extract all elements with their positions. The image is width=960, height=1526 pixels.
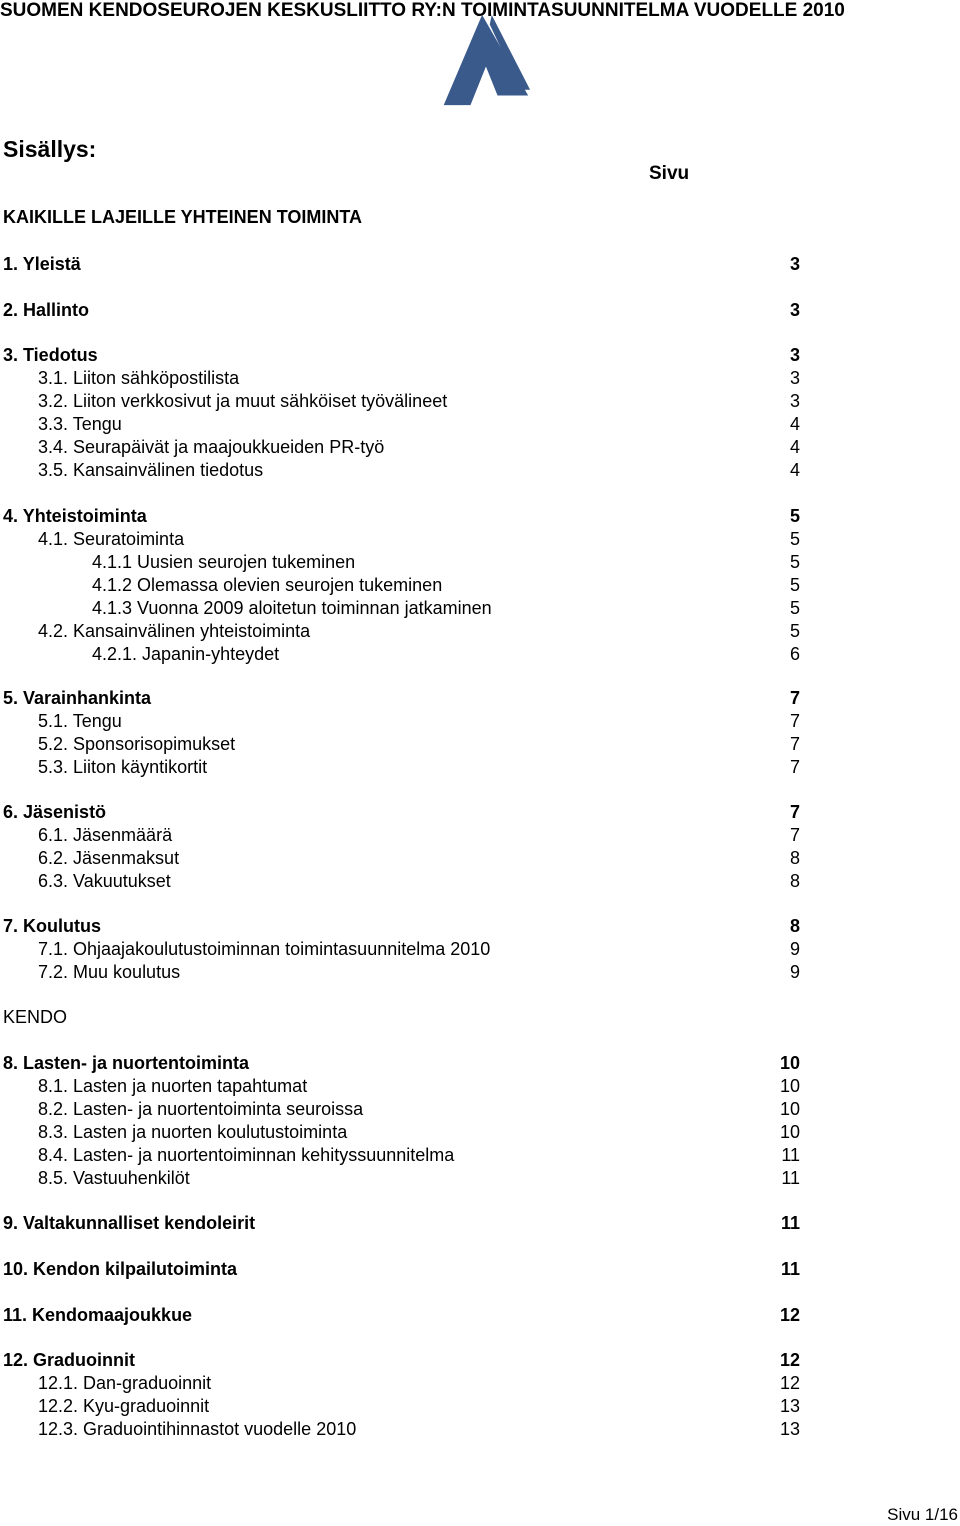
toc-entry-title: 1. Yleistä xyxy=(3,254,81,274)
toc-entry-page: 4 xyxy=(789,414,800,434)
toc-entry[interactable] xyxy=(0,597,960,620)
toc-entry-page: 12 xyxy=(779,1305,800,1325)
toc-entry-title: 7.1. Ohjaajakoulutustoiminnan toimintasuunnitelma 2010 xyxy=(38,939,491,959)
toc-entry-title: 5.2. Sponsorisopimukset xyxy=(38,734,236,754)
toc-entry-page: 8 xyxy=(789,916,800,936)
toc-entry-title: 12.1. Dan-graduoinnit xyxy=(38,1373,212,1393)
toc-entry-page: 5 xyxy=(789,552,800,572)
toc-entry-page: 7 xyxy=(789,757,800,777)
toc-entry[interactable] xyxy=(0,1349,960,1372)
toc-entry-title: 7. Koulutus xyxy=(3,916,101,936)
toc-entry[interactable] xyxy=(0,413,960,436)
toc-entry[interactable] xyxy=(0,253,960,276)
toc-entry-page: 4 xyxy=(789,460,800,480)
toc-entry-title: 3.2. Liiton verkkosivut ja muut sähköiset työvälineet xyxy=(38,391,448,411)
toc-entry[interactable] xyxy=(0,710,960,733)
toc-entry-title: 3. Tiedotus xyxy=(3,345,98,365)
toc-entry-title: 6.3. Vakuutukset xyxy=(38,871,171,891)
toc-entry-title: 4.2. Kansainvälinen yhteistoiminta xyxy=(38,621,311,641)
toc-entry[interactable] xyxy=(0,961,960,984)
toc-entry[interactable] xyxy=(0,367,960,390)
toc-entry-page: 10 xyxy=(779,1099,800,1119)
toc-entry-page: 8 xyxy=(789,871,800,891)
toc-entry-title: 6.2. Jäsenmaksut xyxy=(38,848,180,868)
toc-entry[interactable] xyxy=(0,1121,960,1144)
toc-entry-page: 12 xyxy=(779,1350,800,1370)
toc-entry-title: 10. Kendon kilpailutoiminta xyxy=(3,1259,238,1279)
toc-entry[interactable] xyxy=(0,687,960,710)
toc-entry[interactable] xyxy=(0,938,960,961)
toc-entry-title: 3.1. Liiton sähköpostilista xyxy=(38,368,240,388)
toc-entry-page: 10 xyxy=(779,1122,800,1142)
toc-entry[interactable] xyxy=(0,1006,960,1029)
toc-entry[interactable] xyxy=(0,1372,960,1395)
toc-entry-page: 13 xyxy=(779,1419,800,1439)
toc-entry-title: 4. Yhteistoiminta xyxy=(3,506,147,526)
toc-entry[interactable] xyxy=(0,528,960,551)
toc-entry-page: 10 xyxy=(779,1053,800,1073)
toc-entry-title: 8.2. Lasten- ja nuortentoiminta seuroissa xyxy=(38,1099,364,1119)
toc-entry-title: 12. Graduoinnit xyxy=(3,1350,136,1370)
toc-entry[interactable] xyxy=(0,801,960,824)
toc-entry[interactable] xyxy=(0,643,960,666)
toc-entry-page: 5 xyxy=(789,529,800,549)
toc-entry-page: 5 xyxy=(789,621,800,641)
toc-entry-title: 12.2. Kyu-graduoinnit xyxy=(38,1396,210,1416)
toc-entry-page: 12 xyxy=(779,1373,800,1393)
toc-entry[interactable] xyxy=(0,620,960,643)
toc-entry-title: 8.4. Lasten- ja nuortentoiminnan kehityssuunnitelma xyxy=(38,1145,455,1165)
toc-entry[interactable] xyxy=(0,344,960,367)
toc-entry-title: 3.5. Kansainvälinen tiedotus xyxy=(38,460,264,480)
toc-entry[interactable] xyxy=(0,733,960,756)
toc-entry-title: KAIKILLE LAJEILLE YHTEINEN TOIMINTA xyxy=(3,207,363,227)
toc-entry-title: 11. Kendomaajoukkue xyxy=(3,1305,193,1325)
toc-entry-page: 4 xyxy=(789,437,800,457)
toc-entry-page: 9 xyxy=(789,962,800,982)
toc-entry-title: 7.2. Muu koulutus xyxy=(38,962,181,982)
toc-entry-page: 7 xyxy=(789,734,800,754)
toc-entry-title: 5.1. Tengu xyxy=(38,711,122,731)
toc-entry-page: 5 xyxy=(789,598,800,618)
toc-entry-title: 4.1.1 Uusien seurojen tukeminen xyxy=(92,552,356,572)
toc-entry[interactable] xyxy=(0,847,960,870)
toc-entry-page: 7 xyxy=(789,825,800,845)
toc-entry-page: 8 xyxy=(789,848,800,868)
toc-entry-title: 3.4. Seurapäivät ja maajoukkueiden PR-työ xyxy=(38,437,385,457)
toc-entry-page: 5 xyxy=(789,506,800,526)
toc-entry[interactable] xyxy=(0,574,960,597)
toc-entry-page: 9 xyxy=(789,939,800,959)
toc-entry-page: 3 xyxy=(789,300,800,320)
toc-entry[interactable] xyxy=(0,824,960,847)
toc-entry-page: 11 xyxy=(780,1213,800,1233)
toc-entry-page: 7 xyxy=(789,711,800,731)
toc-entry-page: 7 xyxy=(789,688,800,708)
toc-entry-title: 5. Varainhankinta xyxy=(3,688,152,708)
toc-entry-title: 3.3. Tengu xyxy=(38,414,122,434)
toc-entry[interactable] xyxy=(0,1418,960,1441)
toc-entry[interactable] xyxy=(0,1167,960,1190)
toc-entry-page: 7 xyxy=(789,802,800,822)
toc-entry-title: 2. Hallinto xyxy=(3,300,90,320)
toc-entry-title: 8.5. Vastuuhenkilöt xyxy=(38,1168,190,1188)
toc-entry[interactable] xyxy=(0,551,960,574)
toc-entry-page: 5 xyxy=(789,575,800,595)
toc-entry-title: 6.1. Jäsenmäärä xyxy=(38,825,173,845)
toc-entry-page: 11 xyxy=(781,1168,800,1188)
toc-heading: Sisällys: xyxy=(3,136,97,162)
toc-entry-page: 3 xyxy=(789,254,800,274)
toc-entry-page: 3 xyxy=(789,368,800,388)
toc-entry[interactable] xyxy=(0,915,960,938)
toc-entry-page: 11 xyxy=(781,1145,800,1165)
page-indicator: Sivu 1/16 xyxy=(887,1505,958,1524)
toc-entry[interactable] xyxy=(0,756,960,779)
toc-entry[interactable] xyxy=(0,1098,960,1121)
toc-entry-page: 13 xyxy=(779,1396,800,1416)
toc-entry[interactable] xyxy=(0,1212,960,1235)
toc-entry-page: 6 xyxy=(789,644,800,664)
toc-entry-page: 10 xyxy=(779,1076,800,1096)
toc-entry[interactable] xyxy=(0,1075,960,1098)
toc-entry-page: 3 xyxy=(789,391,800,411)
toc-entry-title: 8. Lasten- ja nuortentoiminta xyxy=(3,1053,250,1073)
toc-entry[interactable] xyxy=(0,390,960,413)
toc-entry[interactable] xyxy=(0,505,960,528)
toc-entry-title: 12.3. Graduointihinnastot vuodelle 2010 xyxy=(38,1419,357,1439)
toc-entry[interactable] xyxy=(0,1395,960,1418)
toc-entry-title: KENDO xyxy=(3,1007,68,1027)
toc-entry-title: 8.1. Lasten ja nuorten tapahtumat xyxy=(38,1076,308,1096)
toc-entry[interactable] xyxy=(0,1258,960,1281)
toc-entry-title: 4.1.2 Olemassa olevien seurojen tukeminen xyxy=(92,575,443,595)
toc-entry-title: 9. Valtakunnalliset kendoleirit xyxy=(3,1213,256,1233)
document-header-title: SUOMEN KENDOSEUROJEN KESKUSLIITTO RY:N TOIMINTASUUNNITELMA VUODELLE 2010 xyxy=(0,0,845,21)
toc-entry[interactable] xyxy=(0,299,960,322)
toc-entry-title: 5.3. Liiton käyntikortit xyxy=(38,757,208,777)
toc-entry-title: 8.3. Lasten ja nuorten koulutustoiminta xyxy=(38,1122,348,1142)
toc-entry-title: 4.1. Seuratoiminta xyxy=(38,529,185,549)
toc-entry-page: 3 xyxy=(789,345,800,365)
toc-entry[interactable] xyxy=(0,1144,960,1167)
toc-entry-title: 4.2.1. Japanin-yhteydet xyxy=(92,644,280,664)
toc-entry[interactable] xyxy=(0,206,960,229)
toc-entry[interactable] xyxy=(0,436,960,459)
page-column-label: Sivu xyxy=(649,163,690,184)
toc-entry[interactable] xyxy=(0,870,960,893)
federation-logo-icon xyxy=(436,13,532,109)
toc-entry-title: 4.1.3 Vuonna 2009 aloitetun toiminnan jatkaminen xyxy=(92,598,492,618)
toc-entry[interactable] xyxy=(0,1052,960,1075)
toc-entry[interactable] xyxy=(0,459,960,482)
toc-entry-title: 6. Jäsenistö xyxy=(3,802,107,822)
toc-entry[interactable] xyxy=(0,1304,960,1327)
toc-entry-page: 11 xyxy=(780,1259,800,1279)
